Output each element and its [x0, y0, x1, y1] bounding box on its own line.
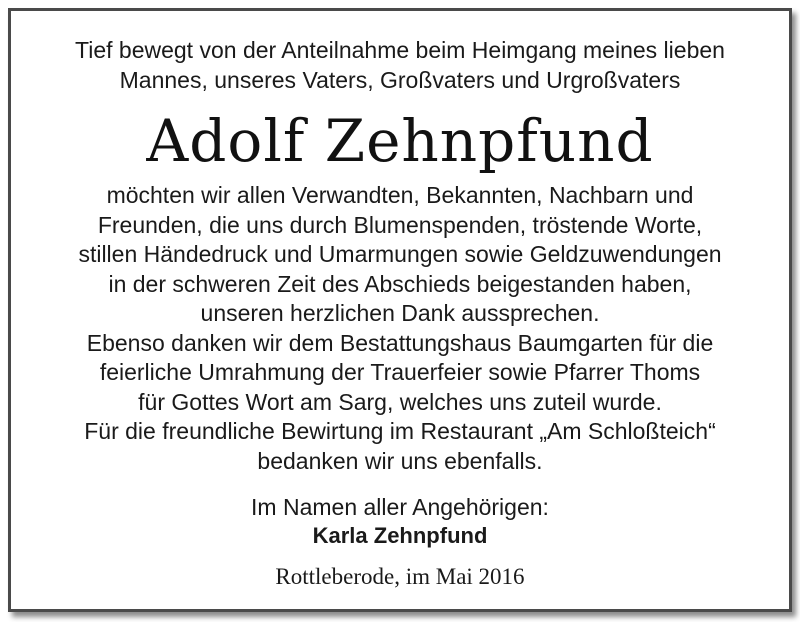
body-line: möchten wir allen Verwandten, Bekannten, Nachbarn und: [106, 182, 694, 208]
notice-frame: [8, 8, 792, 612]
intro-line: Tief bewegt von der Anteilnahme beim Heimgang meines lieben: [75, 37, 725, 63]
body-text: [11, 181, 789, 476]
intro-line: Mannes, unseres Vaters, Großvaters und Urgroßvaters: [119, 67, 681, 93]
signoff-text: Im Namen aller Angehörigen:: [251, 494, 549, 520]
body-line: Für die freundliche Bewirtung im Restaurant „Am Schloßteich“: [84, 418, 716, 444]
intro-text: [11, 35, 789, 95]
body-line: feierliche Umrahmung der Trauerfeier sowie Pfarrer Thoms: [99, 359, 701, 385]
signer-name: Karla Zehnpfund: [312, 523, 488, 548]
body-line: unseren herzlichen Dank aussprechen.: [200, 300, 600, 326]
notice-content: [11, 11, 789, 592]
body-line: Ebenso danken wir dem Bestattungshaus Baumgarten für die: [86, 329, 714, 356]
body-line: Freunden, die uns durch Blumenspenden, tröstende Worte,: [97, 211, 703, 238]
body-line: für Gottes Wort am Sarg, welches uns zuteil wurde.: [138, 388, 662, 415]
place-date: Rottleberode, im Mai 2016: [275, 564, 525, 589]
body-line: stillen Händedruck und Umarmungen sowie Geldzuwendungen: [78, 241, 722, 267]
body-line: bedanken wir uns ebenfalls.: [257, 447, 543, 474]
deceased-name: Adolf Zehnpfund: [146, 107, 654, 175]
body-line: in der schweren Zeit des Abschieds beigestanden haben,: [108, 270, 692, 297]
